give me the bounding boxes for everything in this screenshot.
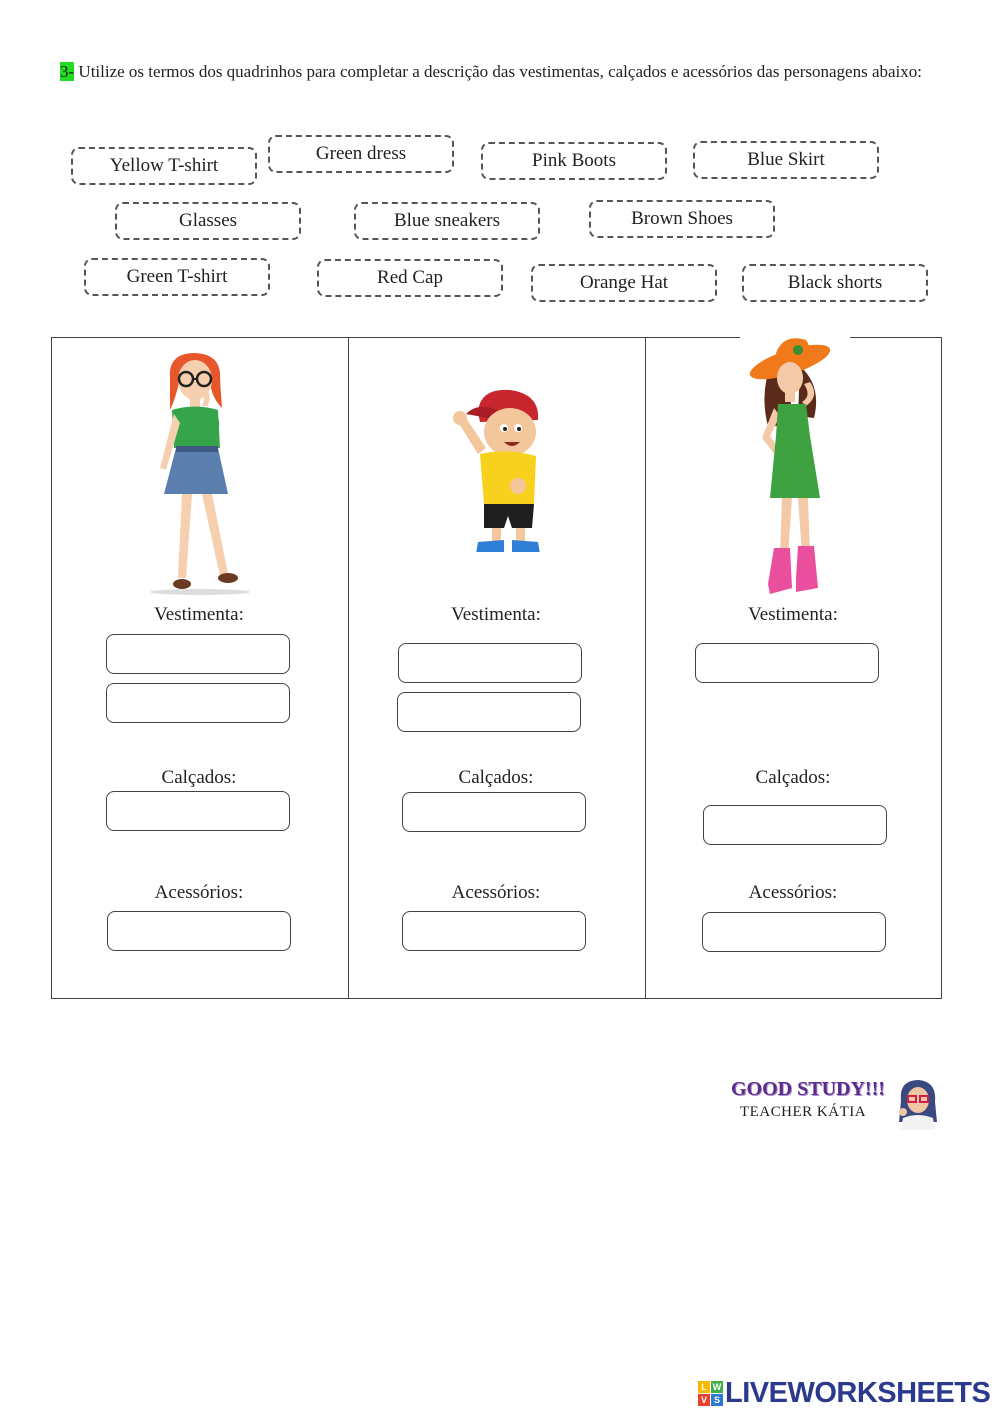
girl-accessories-answer[interactable] [107, 911, 291, 951]
word-green-dress[interactable]: Green dress [268, 135, 454, 173]
woman-accessories-answer[interactable] [702, 912, 886, 952]
boy-accessories-answer[interactable] [402, 911, 586, 951]
logo-tile: W [712, 1382, 722, 1392]
accessories-label: Acessórios: [451, 882, 541, 903]
girl-shoes-answer[interactable] [106, 791, 290, 831]
shoes-label: Calçados: [458, 767, 534, 788]
word-pink-boots[interactable]: Pink Boots [481, 142, 667, 180]
question-number: 3- [60, 62, 75, 81]
instruction-body: Utilize os termos dos quadrinhos para completar a descrição das vestimentas, calçados e acessórios das personagens abaixo: [74, 62, 923, 81]
teacher-signature: TEACHER KÁTIA [740, 1104, 867, 1120]
logo-tile: L [698, 1381, 710, 1393]
logo-tile: V [698, 1394, 710, 1406]
word-yellow-tshirt[interactable]: Yellow T-shirt [71, 147, 257, 185]
liveworksheets-logo-icon [698, 1381, 723, 1406]
word-blue-skirt[interactable]: Blue Skirt [693, 141, 879, 179]
girl-with-glasses-illustration [140, 348, 260, 598]
word-red-cap[interactable]: Red Cap [317, 259, 503, 297]
column-divider [645, 337, 646, 999]
clothing-label: Vestimenta: [154, 604, 244, 625]
boy-shoes-answer[interactable] [402, 792, 586, 832]
word-glasses[interactable]: Glasses [115, 202, 301, 240]
woman-clothing-answer[interactable] [695, 643, 879, 683]
woman-shoes-answer[interactable] [703, 805, 887, 845]
word-orange-hat[interactable]: Orange Hat [531, 264, 717, 302]
instruction-text [60, 62, 950, 81]
woman-with-orange-hat-illustration [740, 326, 850, 602]
liveworksheets-brand [698, 1377, 990, 1410]
boy-with-cap-illustration [448, 382, 558, 562]
accessories-label: Acessórios: [748, 882, 838, 903]
teacher-avatar-icon [893, 1078, 941, 1130]
word-brown-shoes[interactable]: Brown Shoes [589, 200, 775, 238]
logo-tile: S [711, 1394, 723, 1406]
clothing-label: Vestimenta: [748, 604, 838, 625]
brand-name: LIVEWORKSHEETS [725, 1377, 991, 1409]
shoes-label: Calçados: [161, 767, 237, 788]
shoes-label: Calçados: [755, 767, 831, 788]
girl-clothing-answer-1[interactable] [106, 634, 290, 674]
accessories-label: Acessórios: [154, 882, 244, 903]
word-blue-sneakers[interactable]: Blue sneakers [354, 202, 540, 240]
girl-clothing-answer-2[interactable] [106, 683, 290, 723]
good-study-text: GOOD STUDY!!! [731, 1078, 885, 1100]
word-black-shorts[interactable]: Black shorts [742, 264, 928, 302]
column-divider [348, 337, 349, 999]
word-green-tshirt[interactable]: Green T-shirt [84, 258, 270, 296]
clothing-label: Vestimenta: [451, 604, 541, 625]
boy-clothing-answer-1[interactable] [398, 643, 582, 683]
boy-clothing-answer-2[interactable] [397, 692, 581, 732]
